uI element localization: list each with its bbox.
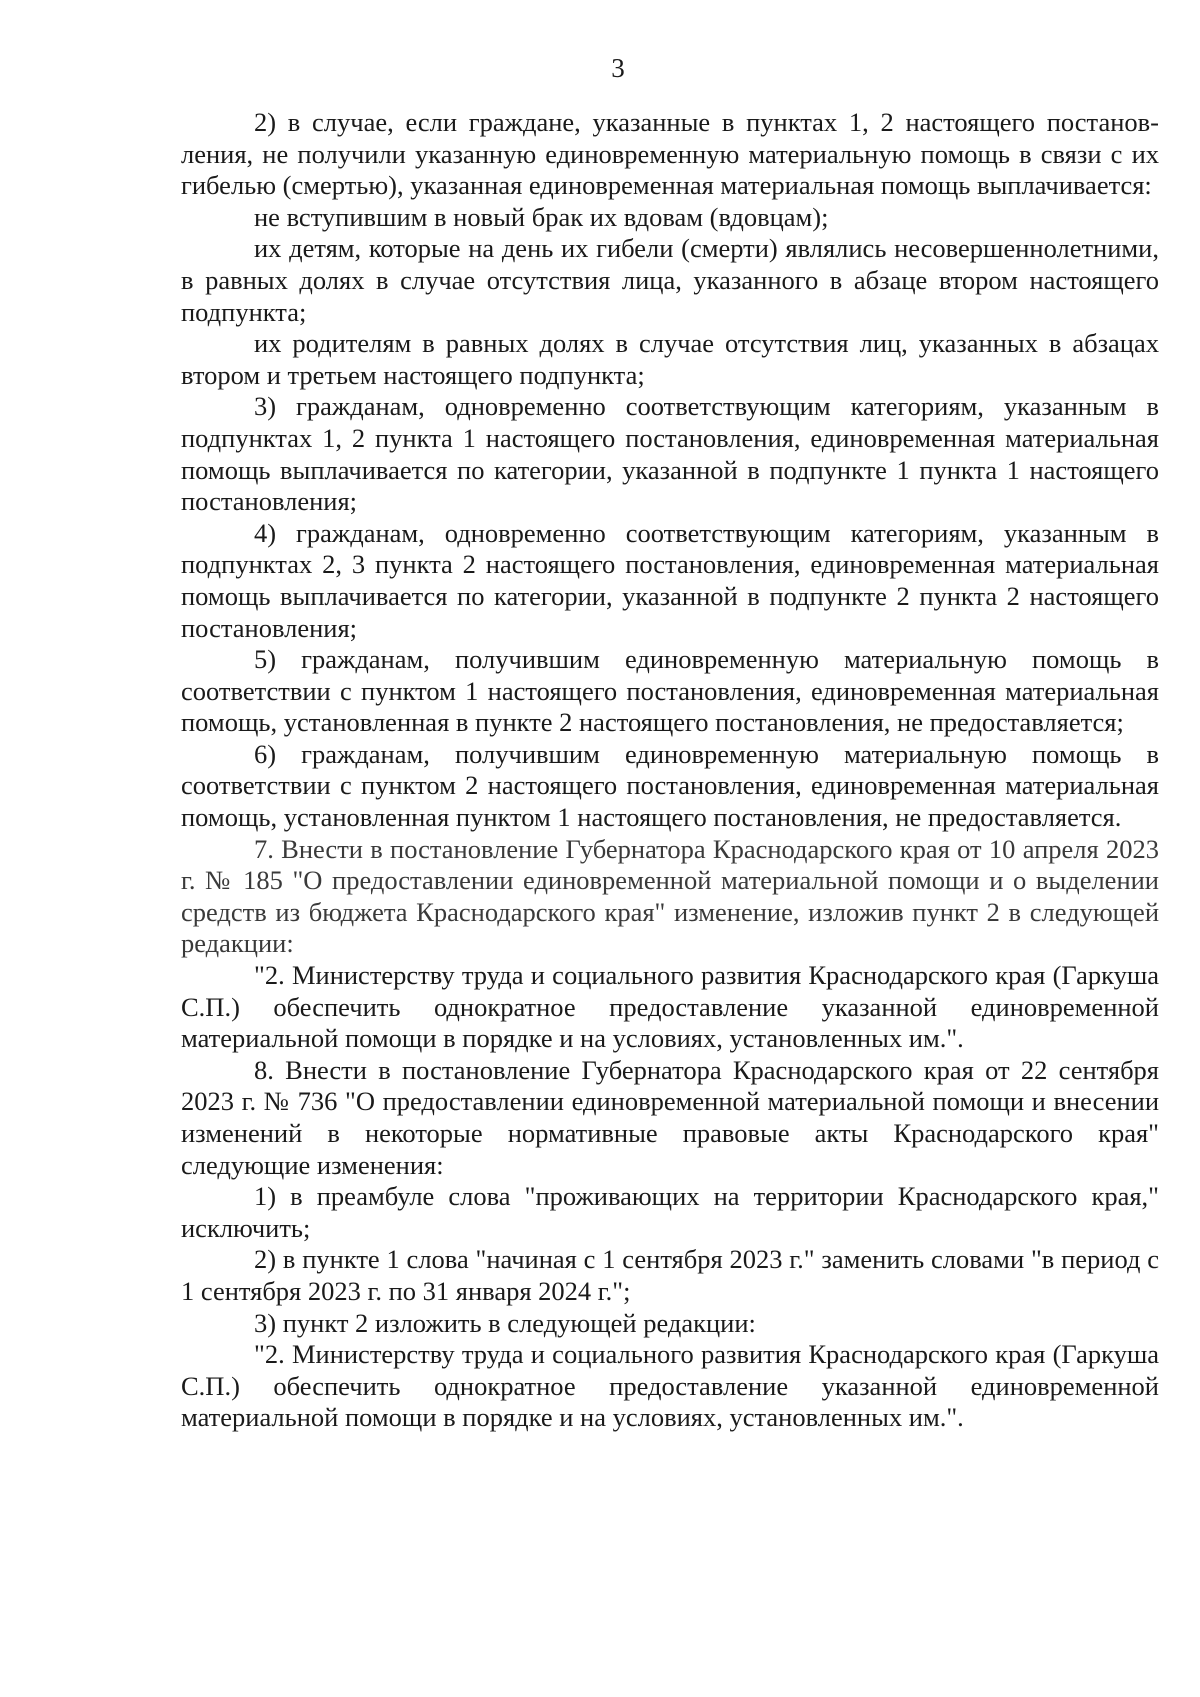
paragraph-item-7: 7. Внести в постановление Губернатора Краснодарского края от 10 апреля 2023 г. № 185 "О предоставлении единовременной материальной помощи и о выделении средств из бюджета Краснодарского края" изменение, изложив пункт 2 в следующей редакции: [181, 833, 1159, 959]
paragraph-item-8-sub-2: 2) в пункте 1 слова "начиная с 1 сентября 2023 г." заменить словами "в период с 1 сентября 2023 г. по 31 января 2024 г."; [181, 1244, 1159, 1306]
document-body [181, 107, 1159, 1434]
paragraph-subitem-4: 4) гражданам, одновременно соответствующим категориям, указанным в подпунктах 2, 3 пункта 2 настоящего постановления, единовременная материальная помощь выплачивается по категории, указанной в подпункте 2 пункта 2 настоящего постановления; [181, 517, 1159, 643]
paragraph-item-7-quote: "2. Министерству труда и социального развития Краснодарского края (Гаркуша С.П.) обеспечить однократное предоставление указанной единовременной материальной помощи в порядке и на условиях, установленных им.". [181, 960, 1159, 1054]
paragraph-item-8: 8. Внести в постановление Губернатора Краснодарского края от 22 сентября 2023 г. № 736 "О предоставлении единовременной материальной помощи и внесении изменений в некоторые нормативные правовые акты Краснодарского края" следующие изменения: [181, 1054, 1159, 1180]
paragraph-parents: их родителям в равных долях в случае отсутствия лиц, указанных в абзацах втором и третьем настоящего подпункта; [181, 328, 1159, 390]
page-number: 3 [611, 53, 625, 83]
paragraph-item-8-sub-1: 1) в преамбуле слова "проживающих на территории Краснодарского края," исключить; [181, 1181, 1159, 1243]
paragraph-subitem-6: 6) гражданам, получившим единовременную материальную помощь в соответствии с пунктом 2 настоящего постановления, единовременная материальная помощь, установленная пунктом 1 настоящего постановления, не предоставляется. [181, 738, 1159, 833]
paragraph-widows: не вступившим в новый брак их вдовам (вдовцам); [254, 201, 829, 232]
paragraph-item-8-quote: "2. Министерству труда и социального развития Краснодарского края (Гаркуша С.П.) обеспечить однократное предоставление указанной единовременной материальной помощи в порядке и на условиях, установленных им.". [181, 1339, 1159, 1433]
paragraph-subitem-3: 3) гражданам, одновременно соответствующим категориям, указанным в подпунктах 1, 2 пункта 1 настоящего постановления, единовременная материальная помощь выплачивается по категории, указанной в подпункте 1 пункта 1 настоящего постановления; [181, 391, 1159, 517]
paragraph-item-8-sub-3: 3) пункт 2 изложить в следующей редакции: [254, 1307, 756, 1338]
paragraph-subitem-5: 5) гражданам, получившим единовременную материальную помощь в соответствии с пунктом 1 настоящего постановления, единовременная материальная помощь, установленная в пункте 2 настоящего постановления, не предоставляется; [181, 644, 1159, 738]
paragraph-children: их детям, которые на день их гибели (смерти) являлись несовершеннолетними, в равных долях в случае отсутствия лица, указанного в абзаце втором настоящего подпункта; [181, 233, 1159, 327]
paragraph-subitem-2: 2) в случае, если граждане, указанные в пунктах 1, 2 настоящего постановления, не получили указанную единовременную материальную помощь в связи с их гибелью (смертью), указанная единовременная материальная помощь выплачивается: [181, 107, 1159, 201]
